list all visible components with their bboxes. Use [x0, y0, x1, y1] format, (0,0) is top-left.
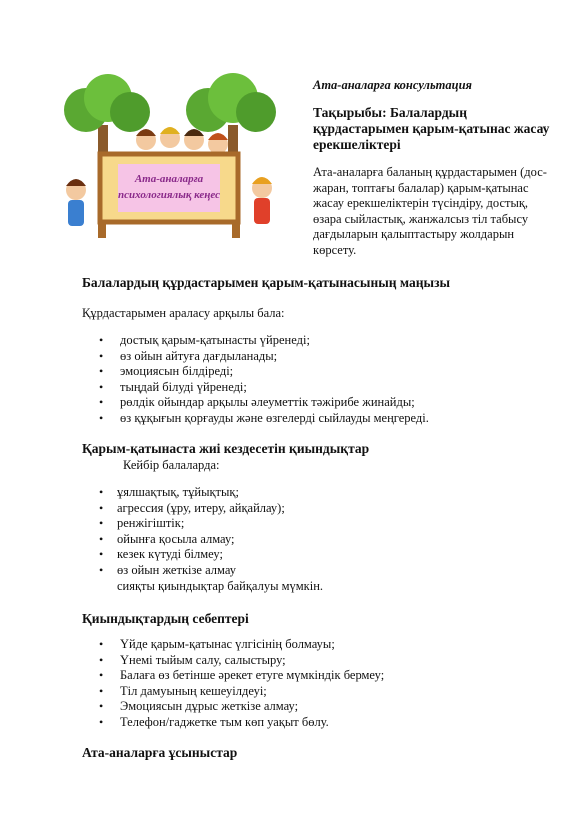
list-item: • достық қарым-қатынасты үйренеді; [82, 333, 429, 349]
document-topic: Тақырыбы: Балалардың құрдастарымен қарым-қатынас жасау ерекшеліктері [313, 105, 550, 152]
sign-line-2: психологиялық кеңес [117, 189, 221, 201]
list-item: • кезек күтуді білмеу; [82, 547, 285, 563]
section2-tail: сияқты қиындықтар байқалуы мүмкін. [117, 579, 324, 593]
list-item: • агрессия (ұру, итеру, айқайлау); [82, 501, 285, 517]
list-item: • өз ойын жеткізе алмау [82, 563, 285, 579]
section2-heading: Қарым-қатынаста жиі кездесетін қиындықтар [82, 441, 370, 456]
document-intro: Ата-аналарға баланың құрдастарымен (дос-жаран, топтағы балалар) қарым-қатынас жасау ерекшеліктерін түсіндіру, достық, өзара сыйластық, жанжалсыз тіл табысу дағдыларын қалыптастыру жолдарын көрсету. [313, 165, 547, 257]
list-item: • өз құқығын қорғауды және өзгелерді сыйлауды меңгереді. [82, 411, 429, 427]
list-item: • Үйде қарым-қатынас үлгісінің болмауы; [82, 637, 384, 653]
list-item: • Балаға өз бетінше әрекет етуге мүмкіндік бермеу; [82, 668, 384, 684]
list-item: • Телефон/гаджетке тым көп уақыт бөлу. [82, 715, 384, 731]
section3-heading: Қиындықтардың себептері [82, 611, 249, 626]
section4-heading: Ата-аналарға ұсыныстар [82, 745, 238, 760]
document-kicker: Ата-аналарға консультация [313, 78, 472, 92]
sign-line-1: Ата-аналарға [134, 173, 204, 185]
list-item: • өз ойын айтуға дағдыланады; [82, 349, 429, 365]
section2-list [82, 485, 285, 579]
list-item: • ойынға қосыла алмау; [82, 532, 285, 548]
section3-list [82, 637, 384, 731]
list-item: • Эмоциясын дұрыс жеткізе алмау; [82, 699, 384, 715]
section1-heading: Балалардың құрдастарымен қарым-қатынасының маңызы [82, 275, 451, 290]
section1-list [82, 333, 429, 427]
list-item: • Тіл дамуының кешеуілдеуі; [82, 684, 384, 700]
list-item: • Үнемі тыйым салу, салыстыру; [82, 653, 384, 669]
list-item: • эмоциясын білдіреді; [82, 364, 429, 380]
list-item: • тыңдай білуді үйренеді; [82, 380, 429, 396]
children-illustration [58, 70, 278, 242]
section1-lead: Құрдастарымен араласу арқылы бала: [82, 306, 285, 320]
list-item: • ұялшақтық, тұйықтық; [82, 485, 285, 501]
list-item: • ренжігіштік; [82, 516, 285, 532]
list-item: • рөлдік ойындар арқылы әлеуметтік тәжірибе жинайды; [82, 395, 429, 411]
section2-lead: Кейбір балаларда: [123, 458, 220, 472]
